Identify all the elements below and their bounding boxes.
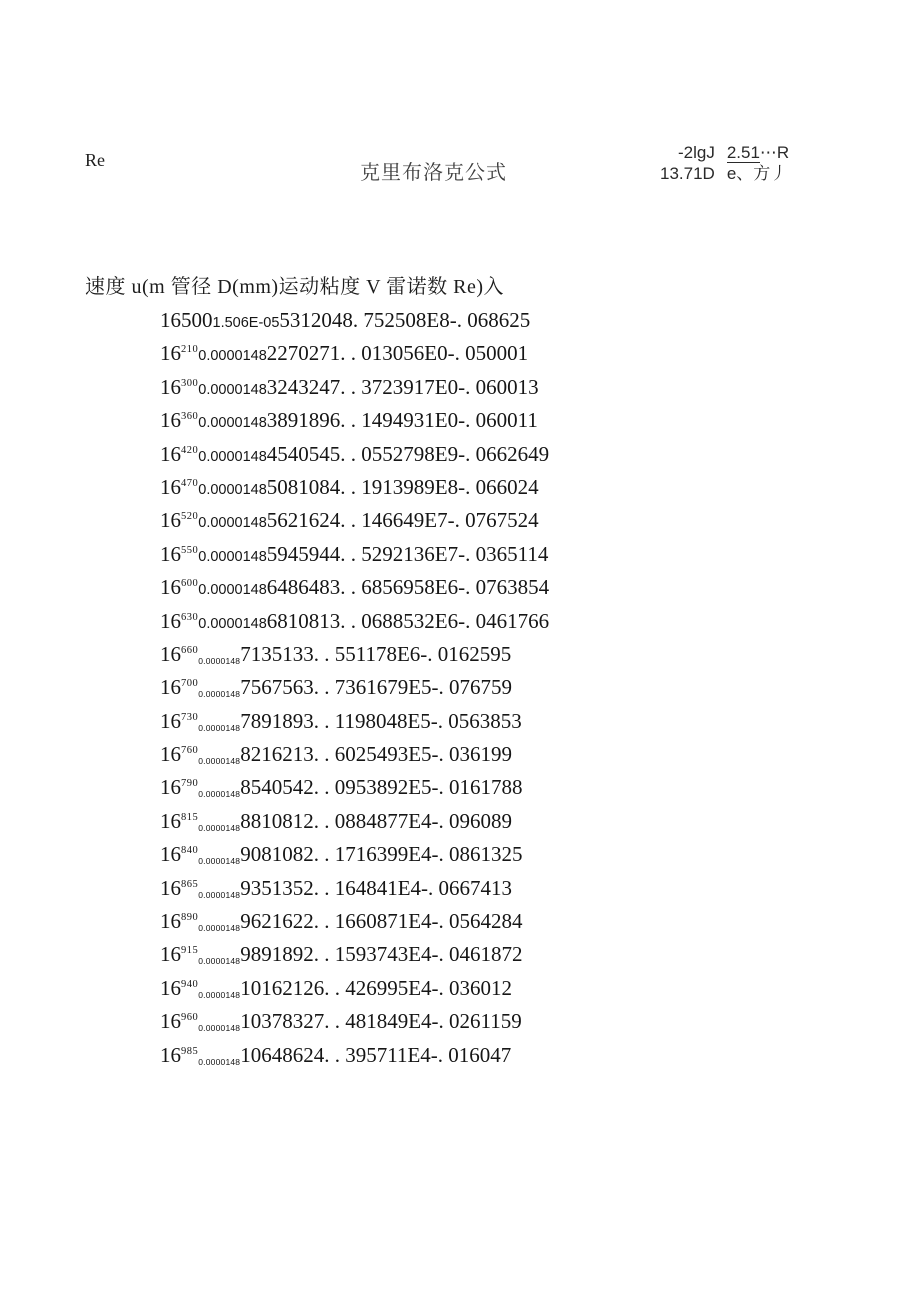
row-reynolds-lambda-values: 6810813. . 0688532E6-. 0461766 — [266, 608, 550, 633]
row-reynolds-lambda-values: 4540545. . 0552798E9-. 0662649 — [266, 441, 550, 466]
row-diameter-superscript: 630 — [181, 611, 199, 623]
row-viscosity-value: 0.0000148 — [198, 415, 267, 432]
row-diameter-superscript: 300 — [181, 377, 199, 389]
row-diameter-superscript: 865 — [181, 878, 199, 890]
row-diameter-superscript: 985 — [181, 1045, 199, 1057]
row-viscosity-value: 0.0000148 — [198, 923, 241, 934]
table-column-header: 速度 u(m 管径 D(mm)运动粘度 V 雷诺数 Re)入 — [85, 276, 505, 298]
row-velocity-value: 16 — [160, 808, 181, 833]
row-viscosity-value: 0.0000148 — [198, 615, 267, 632]
formula-numerator-left: -2lgJ — [677, 143, 715, 162]
row-velocity-value: 16 — [160, 742, 181, 767]
row-viscosity-value: 0.0000148 — [198, 1023, 241, 1034]
row-velocity-value: 16 — [160, 675, 181, 700]
row-viscosity-value: 0.0000148 — [198, 448, 267, 465]
row-reynolds-lambda-values: 6486483. . 6856958E6-. 0763854 — [266, 575, 550, 600]
row-diameter-superscript: 815 — [181, 811, 199, 823]
row-diameter-superscript: 840 — [181, 845, 199, 857]
table-row — [160, 972, 549, 1005]
row-diameter-superscript: 550 — [181, 544, 199, 556]
row-diameter-superscript: 790 — [181, 778, 199, 790]
row-velocity-value: 16 — [160, 875, 181, 900]
table-row — [160, 805, 549, 838]
row-diameter-superscript: 660 — [181, 644, 199, 656]
row-viscosity-value: 0.0000148 — [198, 381, 267, 398]
table-row — [160, 638, 549, 671]
row-reynolds-lambda-values: 10162126. . 426995E4-. 036012 — [240, 975, 513, 1000]
row-viscosity-value: 0.0000148 — [198, 889, 241, 900]
formula-numerator-right: 2.51 — [726, 143, 760, 162]
table-row — [160, 371, 549, 404]
table-row — [160, 571, 549, 604]
row-viscosity-value: 0.0000148 — [198, 722, 241, 733]
row-velocity-value: 16 — [160, 508, 181, 533]
row-viscosity-value: 0.0000148 — [198, 989, 241, 1000]
row-reynolds-lambda-values: 10378327. . 481849E4-. 0261159 — [240, 1009, 522, 1034]
row-diameter-superscript: 420 — [181, 444, 199, 456]
formula-denominator-right: e、方丿 — [726, 164, 788, 183]
row-reynolds-lambda-values: 8216213. . 6025493E5-. 036199 — [240, 742, 513, 767]
row-viscosity-value: 0.0000148 — [198, 822, 241, 833]
row-reynolds-lambda-values: 9081082. . 1716399E4-. 0861325 — [240, 842, 523, 867]
page-title: 克里布洛克公式 — [360, 162, 507, 184]
row-velocity-value: 16 — [160, 408, 181, 433]
row-velocity-value: 16 — [160, 1042, 181, 1067]
row-reynolds-lambda-values: 8540542. . 0953892E5-. 0161788 — [240, 775, 523, 800]
table-row — [160, 838, 549, 871]
row-viscosity-value: 0.0000148 — [198, 515, 267, 532]
formula-denominator-left: 13.71D — [660, 164, 715, 183]
row-velocity-value: 16 — [160, 608, 181, 633]
row-reynolds-lambda-values: 3243247. . 3723917E0-. 060013 — [266, 374, 539, 399]
table-row — [160, 404, 549, 437]
table-row — [160, 605, 549, 638]
row-viscosity-value: 0.0000148 — [198, 856, 241, 867]
re-label: Re — [85, 150, 105, 170]
row-reynolds-lambda-values: 7567563. . 7361679E5-. 076759 — [240, 675, 513, 700]
row-diameter-superscript: 730 — [181, 711, 199, 723]
row-velocity-value: 16 — [160, 775, 181, 800]
row-viscosity-value: 0.0000148 — [198, 1056, 241, 1067]
table-row — [160, 938, 549, 971]
row-reynolds-lambda-values: 3891896. . 1494931E0-. 060011 — [266, 408, 538, 433]
formula-numerator-right-tail: ⋯R — [759, 143, 790, 162]
row-diameter-superscript: 915 — [181, 945, 199, 957]
table-row — [160, 905, 549, 938]
row-velocity-value: 16 — [160, 341, 181, 366]
table-row — [160, 504, 549, 537]
row-viscosity-value: 0.0000148 — [198, 689, 241, 700]
formula-right-fraction — [727, 143, 789, 184]
row-diameter-superscript: 760 — [181, 745, 199, 757]
row-velocity-value: 16 — [160, 975, 181, 1000]
row-velocity-value: 16 — [160, 942, 181, 967]
row-viscosity-value: 0.0000148 — [198, 582, 267, 599]
row-viscosity-value: 0.0000148 — [198, 756, 241, 767]
row-reynolds-lambda-values: 5312048. 752508E8-. 068625 — [279, 308, 531, 332]
row-diameter-superscript: 700 — [181, 678, 199, 690]
row-viscosity-value: 1.506E-05 — [212, 315, 280, 331]
row-diameter-superscript: 470 — [181, 477, 199, 489]
row-diameter-superscript: 520 — [181, 511, 199, 523]
row-diameter-superscript: 890 — [181, 912, 199, 924]
row-diameter-superscript: 600 — [181, 578, 199, 590]
table-row — [160, 538, 549, 571]
row-diameter-superscript: 210 — [181, 344, 199, 356]
table-row — [160, 738, 549, 771]
row-reynolds-lambda-values: 10648624. . 395711E4-. 016047 — [240, 1042, 512, 1067]
row-reynolds-lambda-values: 2270271. . 013056E0-. 050001 — [266, 341, 529, 366]
table-row — [160, 304, 549, 337]
table-row — [160, 1039, 549, 1072]
row-velocity-value: 16 — [160, 909, 181, 934]
formula-left-fraction — [660, 143, 715, 184]
row-viscosity-value: 0.0000148 — [198, 655, 241, 666]
row-velocity-value: 16 — [160, 1009, 181, 1034]
row-diameter-superscript: 360 — [181, 411, 199, 423]
row-reynolds-lambda-values: 9621622. . 1660871E4-. 0564284 — [240, 909, 523, 934]
row-reynolds-lambda-values: 9891892. . 1593743E4-. 0461872 — [240, 942, 523, 967]
colebrook-formula — [660, 143, 789, 184]
row-velocity-value: 16 — [160, 708, 181, 733]
row-reynolds-lambda-values: 5945944. . 5292136E7-. 0365114 — [266, 541, 549, 566]
table-row — [160, 872, 549, 905]
row-reynolds-lambda-values: 7891893. . 1198048E5-. 0563853 — [240, 708, 522, 733]
row-reynolds-lambda-values: 5621624. . 146649E7-. 0767524 — [266, 508, 539, 533]
row-velocity-value: 16 — [160, 374, 181, 399]
row-diameter-superscript: 940 — [181, 978, 199, 990]
row-reynolds-lambda-values: 8810812. . 0884877E4-. 096089 — [240, 808, 513, 833]
table-row — [160, 705, 549, 738]
row-viscosity-value: 0.0000148 — [198, 348, 267, 365]
row-viscosity-value: 0.0000148 — [198, 548, 267, 565]
table-row — [160, 671, 549, 704]
row-viscosity-value: 0.0000148 — [198, 956, 241, 967]
row-velocity-value: 16 — [160, 842, 181, 867]
table-row — [160, 1005, 549, 1038]
row-reynolds-lambda-values: 7135133. . 551178E6-. 0162595 — [240, 641, 512, 666]
row-velocity-value: 16 — [160, 641, 181, 666]
row-velocity-value: 16 — [160, 541, 181, 566]
table-row — [160, 471, 549, 504]
table-row — [160, 771, 549, 804]
row-velocity-value: 16 — [160, 474, 181, 499]
row-velocity-value: 16500 — [160, 308, 213, 332]
row-reynolds-lambda-values: 5081084. . 1913989E8-. 066024 — [266, 474, 539, 499]
row-velocity-value: 16 — [160, 441, 181, 466]
row-viscosity-value: 0.0000148 — [198, 481, 267, 498]
row-reynolds-lambda-values: 9351352. . 164841E4-. 0667413 — [240, 875, 513, 900]
data-rows — [160, 304, 549, 1072]
table-row — [160, 438, 549, 471]
row-diameter-superscript: 960 — [181, 1012, 199, 1024]
table-row — [160, 337, 549, 370]
row-velocity-value: 16 — [160, 575, 181, 600]
row-viscosity-value: 0.0000148 — [198, 789, 241, 800]
